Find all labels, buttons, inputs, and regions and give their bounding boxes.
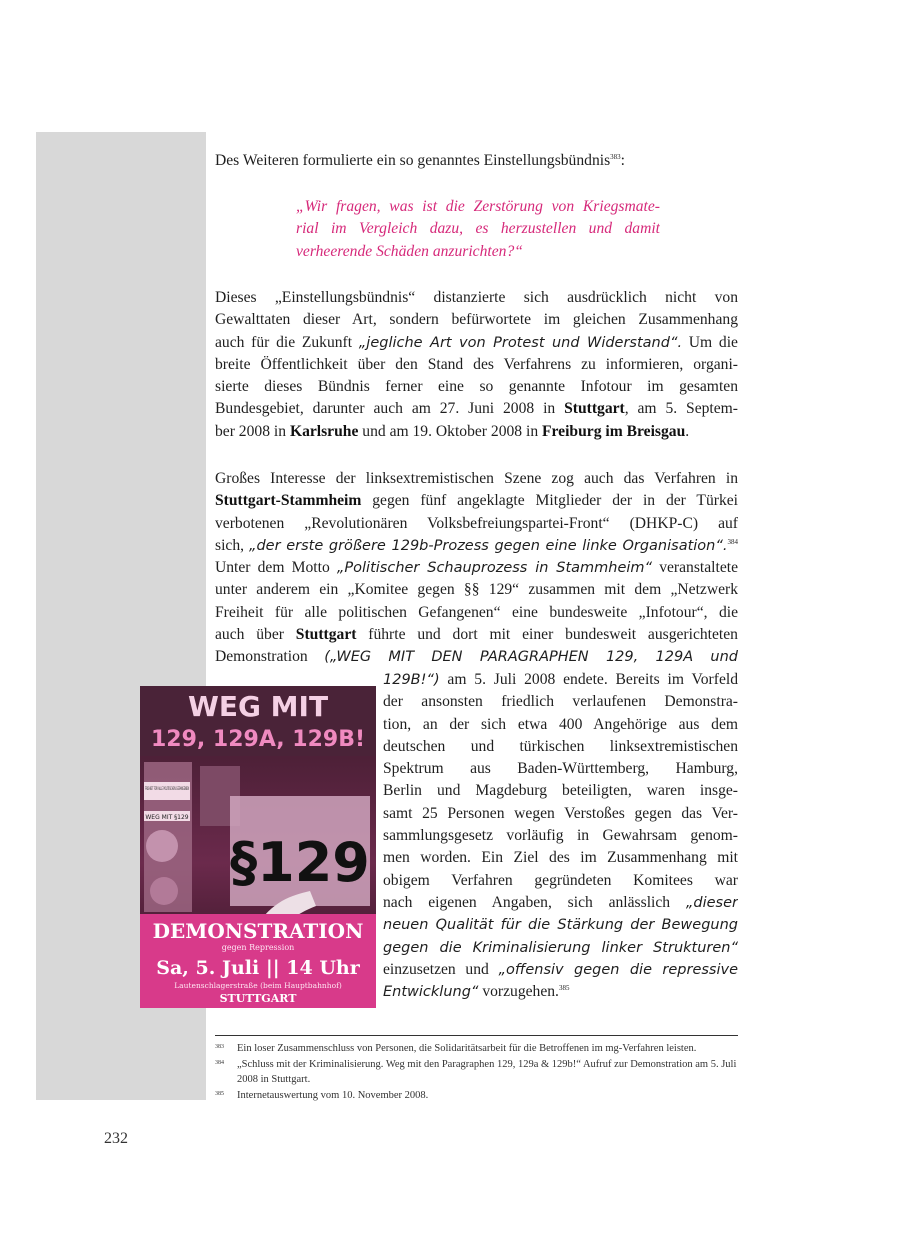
- quoted-phrase: Entwicklung“: [383, 984, 479, 1001]
- text-line: breite Öffentlichkeit über den Stand des Verfahrens zu informieren, organi-: [215, 355, 738, 373]
- intro-line: [215, 150, 738, 172]
- poster-headline-1: WEG MIT: [187, 690, 329, 723]
- text-line: nach eigenen Angaben, sich anlässlich „dieser: [383, 893, 738, 911]
- quoted-phrase: neuen Qualität für die Stärkung der Bewegung: [383, 917, 738, 934]
- footnote-ref-383: 383: [610, 152, 621, 161]
- footnote-ref-384: 384: [727, 537, 738, 546]
- text-line: unter anderem ein „Komitee gegen §§ 129“ zusammen mit dem „Netzwerk: [215, 581, 738, 599]
- quoted-phrase: 129B!“): [383, 672, 440, 688]
- footnote-text: Internetauswertung vom 10. November 2008.: [237, 1089, 429, 1101]
- quote-line: „Wir fragen, was ist die Zerstörung von Kriegsmate-: [296, 198, 660, 215]
- place-name: Stuttgart-Stammheim: [215, 492, 362, 510]
- place-name: Freiburg im Breisgau: [542, 422, 686, 440]
- footnote-number: 385: [215, 1090, 224, 1097]
- text-line: obigem Verfahren gegründeten Komitees war: [383, 871, 738, 889]
- poster-date: Sa, 5. Juli || 14 Uhr: [156, 957, 360, 979]
- footnote-rule: [215, 1035, 738, 1036]
- poster-face-2: [150, 877, 178, 905]
- text-line: Demonstration („WEG MIT DEN PARAGRAPHEN 129, 129A und: [215, 648, 738, 666]
- quoted-phrase: gegen die Kriminalisierung linker Strukturen“: [383, 939, 738, 956]
- footnote-383: [215, 1041, 738, 1057]
- quoted-phrase: „dieser: [685, 894, 738, 911]
- text-line: Spektrum aus Baden-Württemberg, Hamburg,: [383, 760, 738, 778]
- poster-headline-2: 129, 129A, 129B!: [150, 727, 366, 752]
- poster-address: Lautenschlagerstraße (beim Hauptbahnhof): [174, 981, 342, 990]
- pink-quote: [296, 196, 660, 263]
- paragraph-stammheim-continued: [383, 669, 738, 1003]
- text-line: men worden. Ein Ziel des im Zusammenhang mit: [383, 849, 738, 867]
- text-line: einzusetzen und „offensiv gegen die repressive: [383, 960, 738, 978]
- text-line: tion, an der sich etwa 400 Angehörige aus dem: [383, 715, 738, 733]
- text-line: Berlin und Magdeburg beteiligten, waren insge-: [383, 782, 738, 800]
- quoted-phrase: „der erste größere 129b-Prozess gegen eine linke Organisation“.: [248, 537, 728, 554]
- place-name: Stuttgart: [564, 400, 625, 418]
- text-line: Dieses „Einstellungsbündnis“ distanzierte sich ausdrücklich nicht von: [215, 289, 738, 306]
- text-line: sammlungsgesetz vorläufig in Gewahrsam genom-: [383, 827, 738, 845]
- footnote-384: [215, 1057, 738, 1088]
- intro-text: Des Weiteren formulierte ein so genanntes Einstellungsbündnis: [215, 152, 611, 169]
- poster-demo-title: DEMONSTRATION: [152, 919, 364, 943]
- demo-poster-image: [140, 686, 376, 1008]
- poster-subtitle: gegen Repression: [221, 943, 295, 952]
- footnote-number: 384: [215, 1059, 224, 1066]
- text-line: [383, 937, 738, 959]
- text-line: ber 2008 in Karlsruhe und am 19. Oktober 2008 in Freiburg im Breisgau.: [215, 422, 690, 440]
- text-line: verbotenen „Revolutionären Volksbefreiungspartei-Front“ (DHKP-C) auf: [215, 514, 738, 532]
- place-name: Karlsruhe: [289, 422, 359, 440]
- quoted-phrase: „Politischer Schauprozess in Stammheim“: [336, 560, 653, 577]
- text-line: Großes Interesse der linksextremistischen Szene zog auch das Verfahren in: [215, 470, 738, 487]
- text-line: sich, „der erste größere 129b-Prozess gegen eine linke Organisation“.$^{384}$: [215, 536, 738, 554]
- place-name: Stuttgart: [295, 626, 357, 644]
- poster-city: STUTTGART: [219, 992, 297, 1005]
- quoted-phrase: „jegliche Art von Protest und Widerstand“.: [358, 334, 683, 351]
- quote-line: rial im Vergleich dazu, es herzustellen und damit: [296, 220, 660, 238]
- text-line: deutschen und türkischen linksextremistischen: [383, 737, 738, 755]
- paragraph-einstellungsbuendnis: [215, 287, 738, 443]
- footnote-number: 383: [215, 1044, 224, 1050]
- text-line: Entwicklung“ vorzugehen.$^{385}$: [383, 983, 570, 1001]
- text-line: auch über Stuttgart führte und dort mit einer bundesweit ausgerichteten: [215, 626, 738, 644]
- footnote-text: Ein loser Zusammenschluss von Personen, die Solidaritätsarbeit für die Betroffenen im mg-Verfahren leisten.: [237, 1043, 697, 1054]
- footnote-text: „Schluss mit der Kriminalisierung. Weg mit den Paragraphen 129, 129a & 129b!“ Aufruf zur Demonstration am 5. Juli 2008 in Stuttgart.: [237, 1058, 737, 1085]
- text-line: samt 25 Personen wegen Verstoßes gegen das Ver-: [383, 804, 738, 822]
- text-line: auch für die Zukunft „jegliche Art von Protest und Widerstand“. Um die: [215, 333, 738, 351]
- quote-line: verheerende Schäden anzurichten?“: [296, 242, 523, 260]
- quoted-phrase: („WEG MIT DEN PARAGRAPHEN 129, 129A und: [324, 649, 738, 666]
- footnote-ref-385: 385: [558, 983, 570, 992]
- poster-face-1: [146, 830, 178, 862]
- text-line: Unter dem Motto „Politischer Schauprozess in Stammheim“ veranstaltete: [215, 559, 738, 577]
- text-line: Gewalttaten dieser Art, sondern befürwortete im gleichen Zusammenhang: [215, 311, 738, 329]
- poster-sticker-2-text: WEG MIT §129: [145, 814, 189, 821]
- footnote-385: [215, 1088, 738, 1104]
- page-number: 232: [104, 1130, 128, 1147]
- poster-sticker-1-text: [145, 785, 189, 792]
- paragraph-stammheim: [215, 468, 738, 669]
- text-line: sierte dieses Bündnis ferner eine so genannte Infotour im gesamten: [215, 378, 738, 396]
- quoted-phrase: „offensiv gegen die repressive: [498, 961, 738, 978]
- text-line: Freiheit für alle politischen Gefangenen“ eine bundesweite „Infotour“, die: [215, 603, 738, 621]
- text-line: 129B!“) am 5. Juli 2008 endete. Bereits im Vorfeld: [383, 671, 738, 688]
- footnotes: [215, 1041, 738, 1103]
- intro-colon: :: [620, 152, 625, 169]
- text-line: Stuttgart-Stammheim gegen fünf angeklagte Mitglieder der in der Türkei: [215, 492, 738, 510]
- text-line: der ansonsten friedlich verlaufenen Demonstra-: [383, 693, 738, 711]
- poster-graffiti: §129: [230, 831, 370, 894]
- text-line: Bundesgebiet, darunter auch am 27. Juni 2008 in Stuttgart, am 5. Septem-: [215, 400, 738, 418]
- text-line: [383, 914, 738, 936]
